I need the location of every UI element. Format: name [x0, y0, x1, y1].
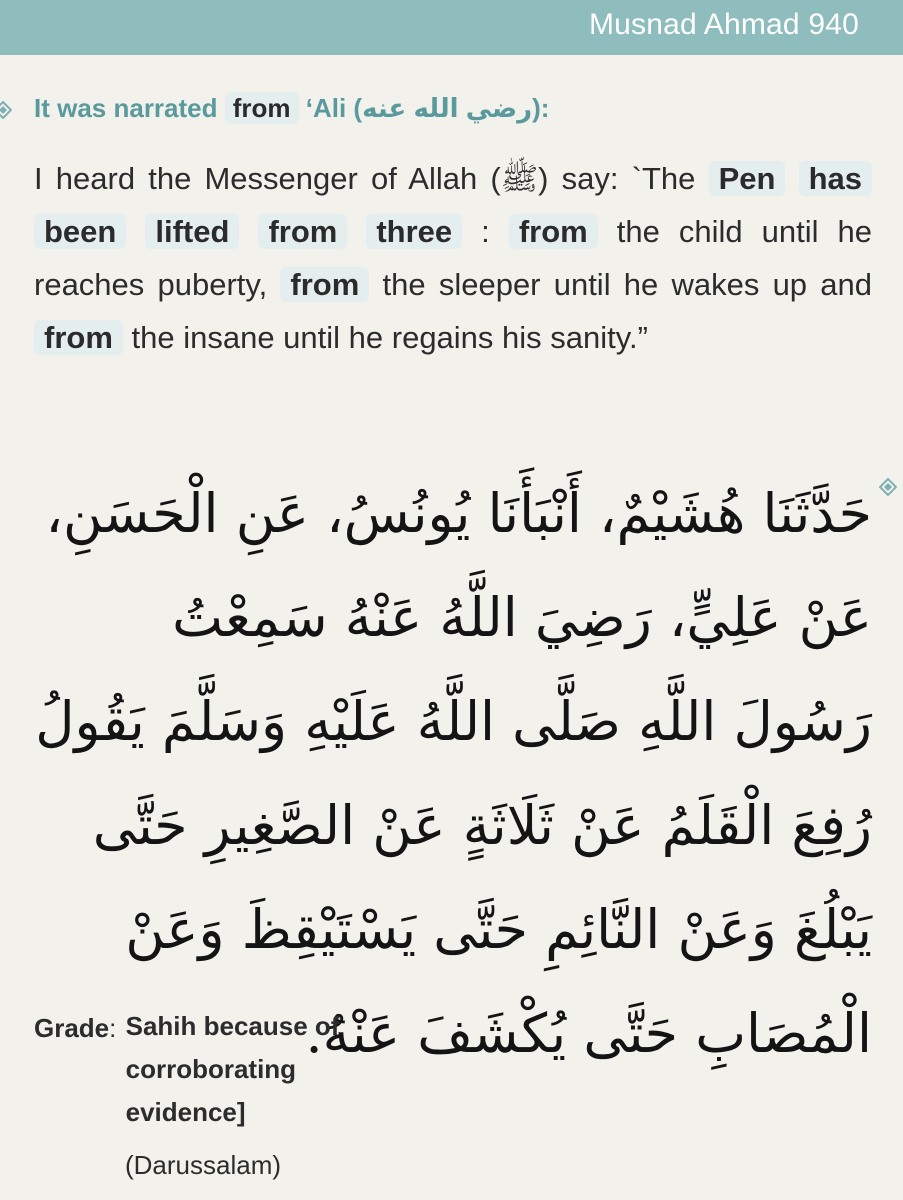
grade-colon: :: [109, 1013, 124, 1043]
hadith-reference-title: Musnad Ahmad 940: [588, 8, 859, 41]
highlighted-word-from[interactable]: from: [225, 92, 299, 124]
highlighted-word-been[interactable]: been: [34, 214, 126, 249]
diamond-marker-icon: [0, 101, 12, 119]
grade-label: Grade: [34, 1013, 110, 1043]
grade-section: [34, 1013, 386, 1134]
grade-value: Sahih because of corroborating evidence]: [125, 1011, 340, 1127]
highlighted-word-from[interactable]: from: [258, 214, 347, 249]
highlighted-word-lifted[interactable]: lifted: [145, 214, 239, 249]
translation-text: the insane until he regains his sanity.”: [122, 320, 648, 355]
narrator-prefix: It was narrated: [34, 93, 225, 123]
highlighted-word-from[interactable]: from: [509, 214, 598, 249]
translation-text: the child until he reaches puberty,: [34, 214, 872, 302]
header-bar: [0, 0, 903, 55]
arabic-hadith-text: حَدَّثَنَا هُشَيْمٌ، أَنْبَأَنَا يُونُسُ، عَنِ الْحَسَنِ، عَنْ عَلِيٍّ، رَضِيَ اللَّهُ عَنْهُ سَمِعْتُ رَسُولَ اللَّهِ صَلَّى اللَّهُ عَلَيْهِ وَسَلَّمَ يَقُولُ رُفِعَ الْقَلَمُ عَنْ ثَلَاثَةٍ عَنْ الصَّغِيرِ حَتَّى يَبْلُغَ وَعَنْ النَّائِمِ حَتَّى يَسْتَيْقِظَ وَعَنْ الْمُصَابِ حَتَّى يُكْشَفَ عَنْهُ.: [35, 482, 872, 1065]
highlighted-word-pen[interactable]: Pen: [709, 161, 786, 196]
translation-text: I heard the Messenger of Allah (ﷺ) say: `The: [34, 161, 709, 196]
narrator-suffix: ‘Ali (رضي الله عنه):: [298, 93, 550, 123]
narrator-line: [34, 93, 549, 124]
highlighted-word-from[interactable]: from: [34, 320, 123, 355]
diamond-marker-icon: [879, 478, 897, 496]
highlighted-word-has[interactable]: has: [799, 161, 872, 196]
highlighted-word-from[interactable]: from: [280, 267, 369, 302]
translation-text: the sleeper until he wakes up and: [369, 267, 872, 302]
english-translation: [34, 152, 872, 364]
highlighted-word-three[interactable]: three: [366, 214, 462, 249]
translation-text: :: [462, 214, 509, 249]
grade-source: (Darussalam): [125, 1150, 282, 1180]
